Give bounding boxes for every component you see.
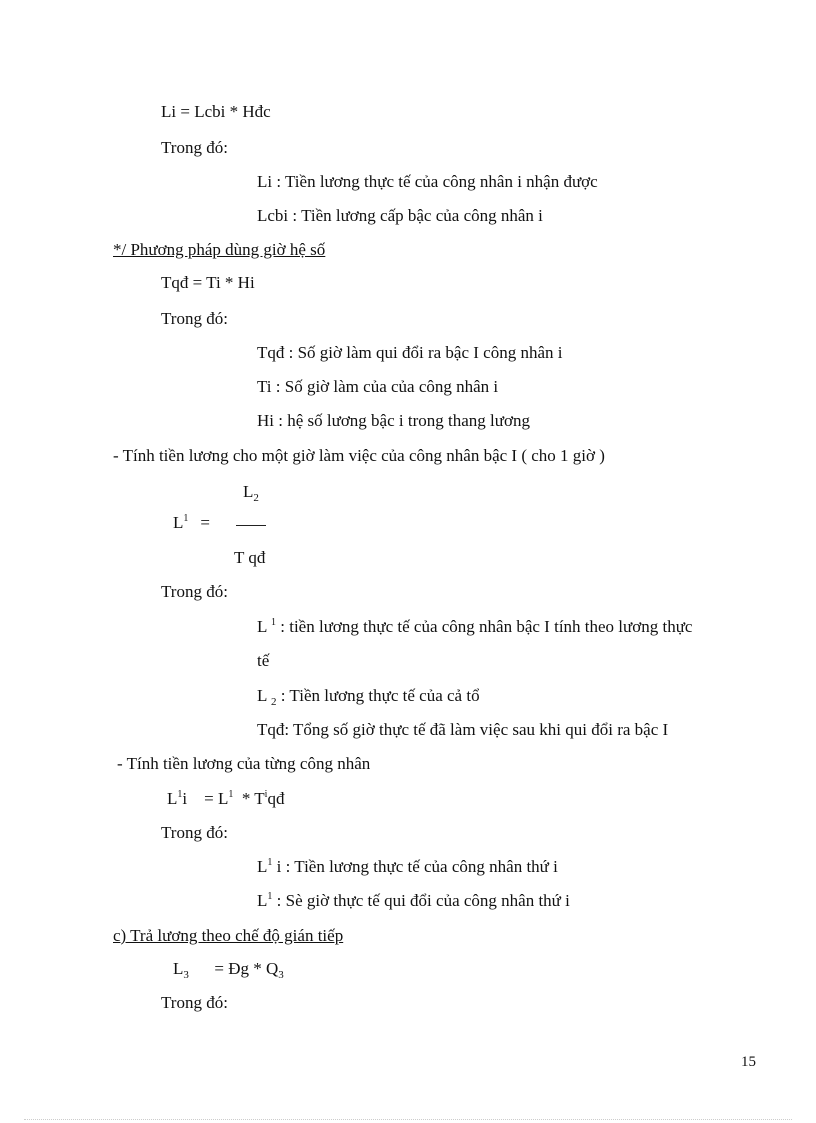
formula-li: Li = Lcbi * Hđc	[161, 102, 271, 121]
step-hourly-wage: - Tính tiền lương cho một giờ làm việc của công nhân bậc I ( cho 1 giờ )	[113, 446, 605, 465]
l3-sub: 3	[183, 969, 189, 981]
step-worker-wage: - Tính tiền lương của từng công nhân	[117, 754, 371, 773]
numerator-sub: 2	[253, 492, 259, 504]
l1i-c: * T	[233, 789, 265, 808]
section-heading-coefficient-hours: */ Phương pháp dùng giờ hệ số	[113, 240, 326, 259]
l1i-def-base: L	[257, 857, 268, 876]
lhs-sup: 1	[183, 513, 189, 524]
definition-l1i	[257, 857, 558, 877]
l1-desc: : tiền lương thực tế của công nhân bậc I tính theo lương thực	[280, 617, 693, 636]
l2-base: L	[257, 686, 267, 705]
formula-l3	[173, 959, 284, 979]
l1i-def-sup: 1	[267, 857, 273, 868]
section-heading-indirect: c) Trả lương theo chế độ gián tiếp	[113, 926, 344, 945]
definition-lcbi: Lcbi : Tiền lương cấp bậc của công nhân i	[257, 206, 543, 225]
lhs-equals: =	[200, 513, 210, 532]
definition-l1	[257, 617, 692, 637]
l1-sup: 1	[271, 617, 277, 628]
numerator-base: L	[243, 482, 254, 501]
l1-hours-desc: : Sè giờ thực tế qui đổi của công nhân thứ i	[272, 891, 570, 910]
fraction-bar	[236, 525, 266, 526]
definition-l1-hours	[257, 891, 570, 911]
definition-tqd-total: Tqđ: Tổng số giờ thực tế đã làm việc sau khi qui đổi ra bậc I	[257, 720, 669, 739]
label-where: Trong đó:	[161, 309, 228, 328]
page-number: 15	[741, 1054, 756, 1070]
l1i-d: qđ	[267, 789, 285, 808]
l1i-c-sup: i	[264, 789, 268, 800]
fraction-numerator	[243, 482, 259, 502]
l1-base: L	[257, 617, 267, 636]
label-where: Trong đó:	[161, 823, 228, 842]
l1i-a-sup: 1	[177, 789, 183, 800]
l3-sub2: 3	[278, 969, 284, 981]
l2-desc: : Tiền lương thực tế của cả tổ	[280, 686, 480, 705]
definition-li: Li : Tiền lương thực tế của công nhân i nhận được	[257, 172, 598, 191]
definition-l1-cont: tế	[257, 651, 270, 670]
l1-hours-base: L	[257, 891, 268, 910]
definition-ti: Ti : Số giờ làm của của công nhân i	[257, 377, 499, 396]
formula-l1i	[167, 789, 284, 809]
l3-mid: = Đg * Q	[188, 959, 279, 978]
fraction-denominator: T qđ	[234, 548, 266, 567]
l1-hours-sup: 1	[267, 891, 273, 902]
label-where: Trong đó:	[161, 993, 228, 1012]
definition-tqd: Tqđ : Số giờ làm qui đổi ra bậc I công nhân i	[257, 343, 563, 362]
l1i-def-desc: i : Tiền lương thực tế của công nhân thứ i	[272, 857, 558, 876]
definition-l2	[257, 686, 480, 706]
page-bottom-rule	[24, 1119, 792, 1120]
label-where: Trong đó:	[161, 138, 228, 157]
lhs-base: L	[173, 513, 184, 532]
l1i-b: i = L	[182, 789, 229, 808]
l2-sub: 2	[271, 696, 277, 708]
label-where: Trong đó:	[161, 582, 228, 601]
l1i-b-sup: 1	[228, 789, 234, 800]
l1i-a: L	[167, 789, 178, 808]
definition-hi: Hi : hệ số lương bậc i trong thang lương	[257, 411, 530, 430]
l3-base: L	[173, 959, 184, 978]
formula-tqd: Tqđ = Ti * Hi	[161, 273, 255, 292]
formula-l1-lhs	[173, 513, 210, 533]
